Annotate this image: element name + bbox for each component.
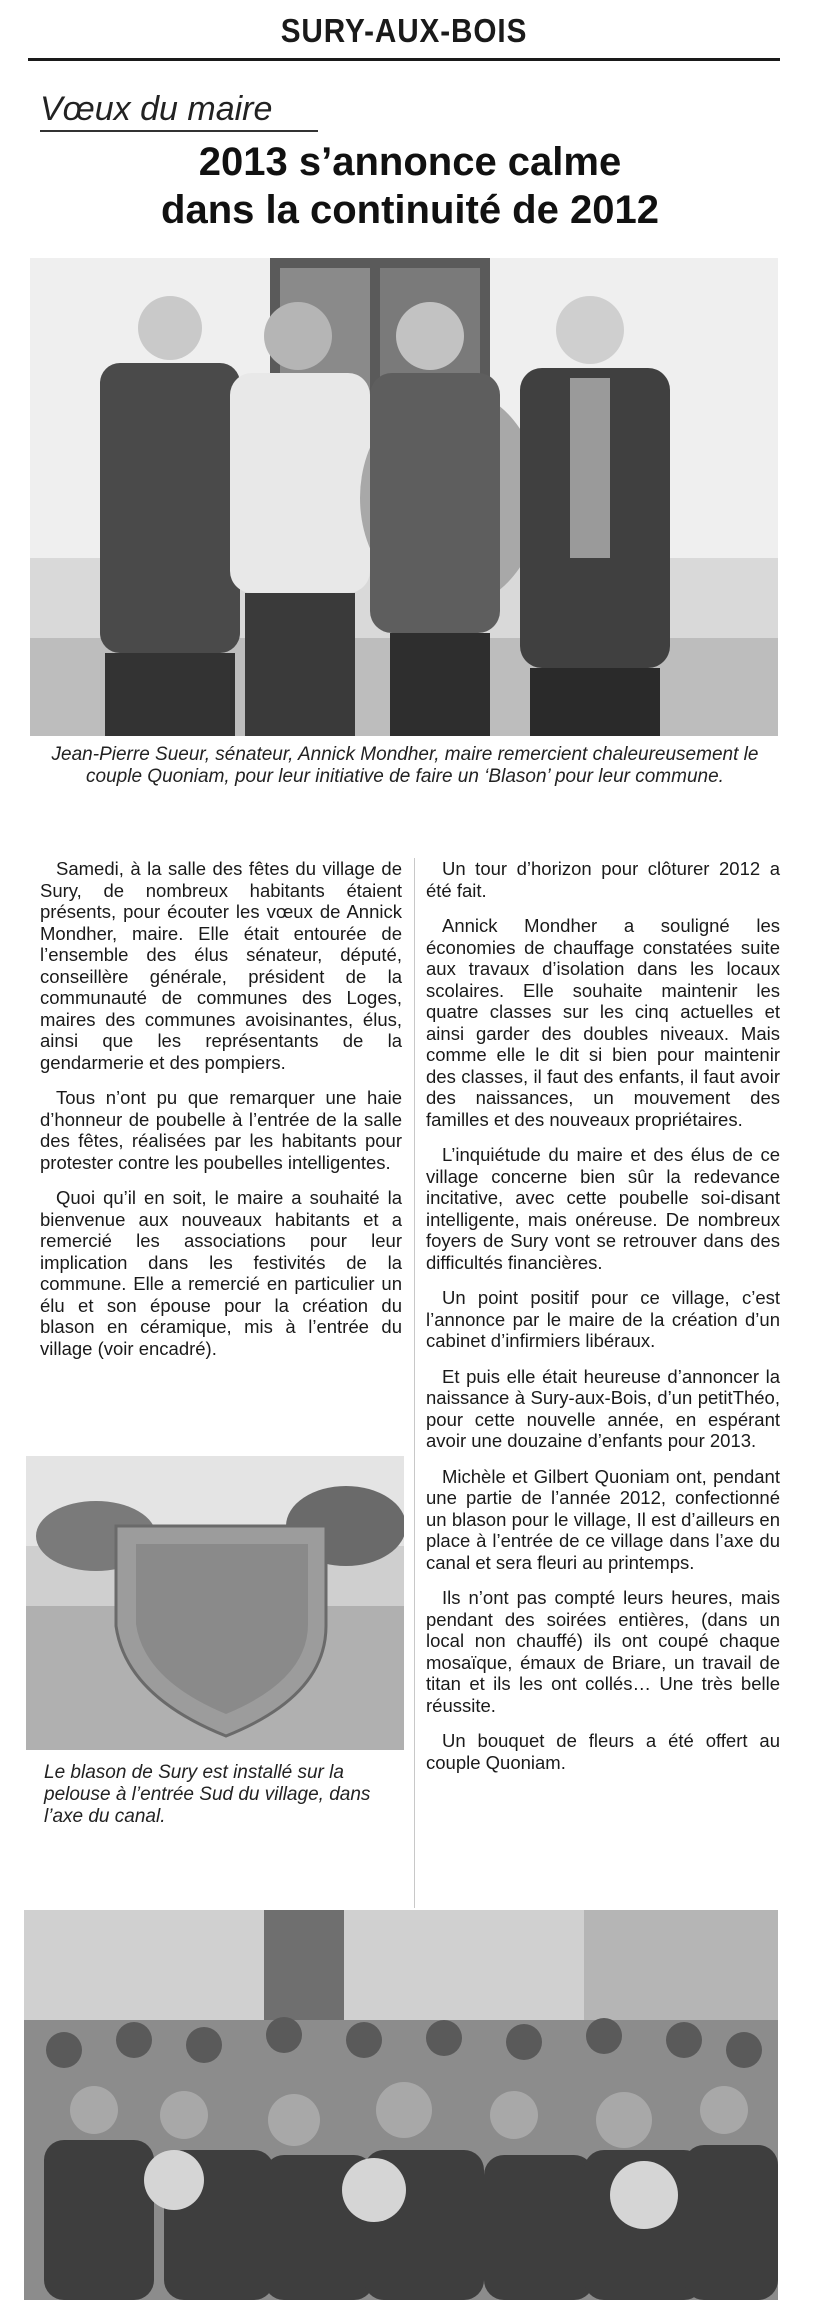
paragraph: Un bouquet de fleurs a été offert au couple Quoniam.	[426, 1730, 780, 1773]
kicker-underline	[40, 130, 318, 132]
paragraph: Annick Mondher a souligné les économies de chauffage constatées suite aux travaux d’isolation dans les locaux scolaires. Elle souhaite maintenir les quatre classes sur les cinq actuelles et ainsi garder des doubles niveaux. Mais comme elle le dit si bien pour maintenir des classes, il faut des enfants, il faut avoir des naissances, un mouvement des familles et des nouveaux propriétaires.	[426, 915, 780, 1130]
group-photo	[30, 258, 778, 736]
section-name: SURY-AUX-BOIS	[280, 12, 528, 49]
section-header	[28, 6, 780, 61]
paragraph: Ils n’ont pas compté leurs heures, mais pendant des soirées entières, (dans un local non chauffé) ils ont coupé chaque mosaïque, émaux de Briare, un travail de titan et ils les ont collés… Une très belle réussite.	[426, 1587, 780, 1716]
paragraph: Quoi qu’il en soit, le maire a souhaité la bienvenue aux nouveaux habitants et a remercié les associations pour leur implication dans les festivités de la commune. Elle a remercié en particulier un élu et son épouse pour la création du blason en céramique, mis à l’entrée du village (voir encadré).	[40, 1187, 402, 1359]
paragraph: Et puis elle était heureuse d’annoncer la naissance à Sury-aux-Bois, d’un petitThéo, pour cette nouvelle année, en espérant avoir une douzaine d’enfants pour 2013.	[426, 1365, 780, 1451]
headline-line-1: 2013 s’annonce calme	[198, 140, 622, 184]
column-divider	[414, 858, 415, 1908]
article-kicker: Vœux du maire	[40, 90, 273, 128]
paragraph: Un tour d’horizon pour clôturer 2012 a été fait.	[426, 858, 780, 901]
article-headline	[60, 138, 760, 234]
paragraph: Michèle et Gilbert Quoniam ont, pendant une partie de l’année 2012, confectionné un blason pour le village, Il est d’ailleurs en place à l’entrée de ce village dans l’axe du canal et sera fleuri au printemps.	[426, 1465, 780, 1573]
right-column	[426, 858, 780, 1787]
blason-photo-illustration	[26, 1456, 404, 1750]
group-photo-illustration	[30, 258, 778, 736]
blason-photo	[26, 1456, 404, 1750]
headline-line-2: dans la continuité de 2012	[161, 188, 659, 232]
audience-photo-illustration	[24, 1910, 778, 2300]
blason-caption: Le blason de Sury est installé sur la pelouse à l’entrée Sud du village, dans l’axe du canal.	[44, 1762, 371, 1827]
paragraph: Tous n’ont pu que remarquer une haie d’honneur de poubelle à l’entrée de la salle des fêtes, réalisées par les habitants pour protester contre les poubelles intelligentes.	[40, 1087, 402, 1173]
paragraph: Un point positif pour ce village, c’est l’annonce par le maire de la création d’un cabinet d’infirmiers libéraux.	[426, 1287, 780, 1351]
group-photo-caption: Jean-Pierre Sueur, sénateur, Annick Mondher, maire remercient chaleureusement le couple Quoniam, pour leur initiative de faire un ‘Blason’ pour leur commune.	[51, 744, 759, 787]
audience-photo	[24, 1910, 778, 2300]
paragraph: L’inquiétude du maire et des élus de ce village concerne bien sûr la redevance incitative, avec cette poubelle soi-disant intelligente, mais onéreuse. De nombreux foyers de Sury vont se retrouver dans des difficultés financières.	[426, 1144, 780, 1273]
paragraph: Samedi, à la salle des fêtes du village de Sury, de nombreux habitants étaient présents, pour écouter les vœux de Annick Mondher, maire. Elle était entourée de l’ensemble des élus sénateur, député, conseillère générale, président de la communauté de communes des Loges, maires des communes avoisinantes, élus, ainsi que les représentants de la gendarmerie et des pompiers.	[40, 858, 402, 1073]
left-column	[40, 858, 402, 1373]
